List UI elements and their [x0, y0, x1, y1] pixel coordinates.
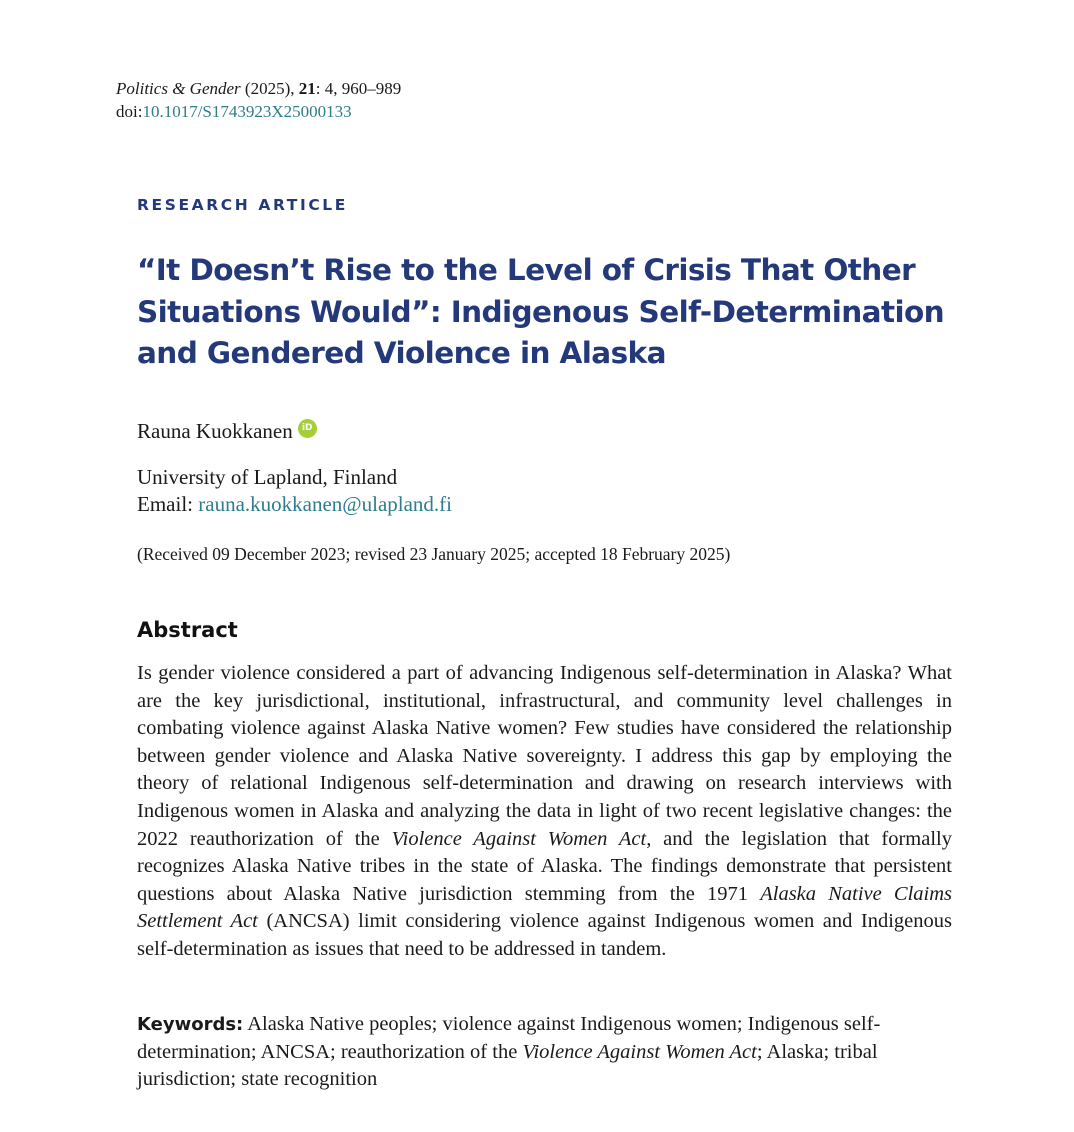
keywords — [137, 1011, 952, 1094]
keywords-part-1: Alaska Native peoples; violence against Indigenous women; Indigenous self-determination; ANCSA; reauthorization of the — [137, 1013, 881, 1063]
affiliation-block — [137, 464, 452, 518]
article-title: “It Doesn’t Rise to the Level of Crisis That Other Situations Would”: Indigenous Self-Determination and Gendered Violence in Alaska — [137, 253, 945, 370]
abstract-italic-2: Alaska Native Claims Settlement Act — [137, 882, 953, 933]
keywords-italic: Violence Against Women Act — [522, 1040, 757, 1063]
abstract-part-3: (ANCSA) limit considering violence against Indigenous women and Indigenous self-determination as issues that need to be addressed in tandem. — [137, 910, 952, 960]
journal-issue-pages: : 4, 960–989 — [315, 79, 402, 98]
author-line — [137, 418, 317, 444]
abstract-text — [137, 660, 952, 964]
orcid-icon[interactable]: iD — [298, 419, 317, 438]
journal-name: Politics & Gender — [116, 79, 241, 98]
journal-year: (2025), — [244, 79, 295, 98]
abstract-part-2: , and the legislation that formally recognizes Alaska Native tribes in the state of Alaska. The findings demonstrate that persistent questions about Alaska Native jurisdiction stemming from the 1971 — [137, 827, 952, 905]
email-label: Email: — [137, 492, 199, 516]
email-line — [137, 491, 452, 518]
abstract-heading: Abstract — [137, 618, 238, 642]
email-link[interactable]: rauna.kuokkanen@ulapland.fi — [198, 492, 453, 516]
submission-dates: (Received 09 December 2023; revised 23 January 2025; accepted 18 February 2025) — [137, 544, 731, 564]
abstract-italic-1: Violence Against Women Act — [391, 827, 647, 850]
affiliation: University of Lapland, Finland — [137, 465, 398, 489]
keywords-part-2: ; Alaska; tribal jurisdiction; state recognition — [137, 1040, 878, 1091]
doi-link[interactable]: 10.1017/S1743923X25000133 — [142, 102, 352, 121]
author-name[interactable]: Rauna Kuokkanen — [137, 419, 293, 443]
abstract-part-1: Is gender violence considered a part of advancing Indigenous self-determination in Alaska? What are the key jurisdictional, institutional, infrastructural, and community level challenges in combating violence against Alaska Native women? Few studies have considered the relationship between gender violence and Alaska Native sovereignty. I address this gap by employing the theory of relational Indigenous self-determination and drawing on research interviews with Indigenous women in Alaska and analyzing the data in light of two recent legislative changes: the 2022 reauthorization of the — [137, 662, 952, 850]
journal-citation — [116, 78, 401, 100]
article-type-label: RESEARCH ARTICLE — [137, 196, 348, 214]
journal-volume: 21 — [298, 79, 316, 98]
doi-line — [116, 101, 352, 123]
doi-prefix: doi: — [116, 102, 143, 121]
keywords-label: Keywords: — [137, 1014, 244, 1035]
